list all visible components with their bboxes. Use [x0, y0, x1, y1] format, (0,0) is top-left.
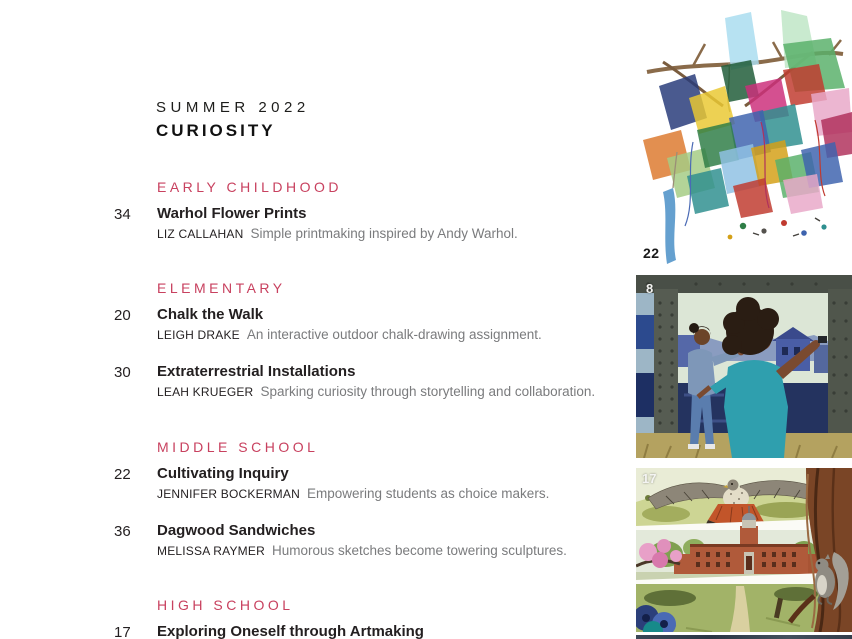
entry-byline: [157, 325, 637, 345]
section-heading: MIDDLE SCHOOL: [157, 439, 319, 455]
campus-hawk-squirrel-illustration: [636, 468, 852, 632]
toc-entry: [114, 464, 637, 504]
entry-page-number: 20: [114, 307, 131, 324]
masthead: [156, 99, 310, 141]
illustration-graphic: [636, 468, 852, 632]
entry-title: Chalk the Walk: [157, 306, 264, 323]
entry-title: Dagwood Sandwiches: [157, 522, 316, 539]
figure-page-number: 8: [646, 281, 654, 296]
toc-section-high-school: [114, 597, 637, 639]
entry-author: LEIGH DRAKE: [157, 328, 240, 342]
entry-page-number: 30: [114, 364, 131, 381]
section-heading: ELEMENTARY: [157, 280, 286, 296]
figure-page-number: 17: [642, 471, 657, 486]
issue-theme: CURIOSITY: [156, 121, 276, 140]
entry-author: JENNIFER BOCKERMAN: [157, 487, 300, 501]
entry-author: LIZ CALLAHAN: [157, 227, 244, 241]
entry-title: Exploring Oneself through Artmaking: [157, 623, 424, 639]
toc-entry: [114, 204, 637, 244]
entry-description: Empowering students as choice makers.: [306, 486, 550, 501]
toc-entry: [114, 521, 637, 561]
entry-description: Sparking curiosity through storytelling and collaboration.: [260, 384, 596, 399]
section-heading: EARLY CHILDHOOD: [157, 179, 343, 195]
entry-title: Warhol Flower Prints: [157, 205, 307, 222]
toc-section-middle-school: [114, 439, 637, 578]
next-photo-edge-strip: [636, 635, 852, 639]
entry-page-number: 36: [114, 523, 131, 540]
issue-date: SUMMER 2022: [156, 99, 310, 116]
entry-byline: [157, 382, 637, 402]
collage-artwork-graphic: [633, 0, 852, 270]
entry-byline: [157, 541, 637, 561]
entry-author: LEAH KRUEGER: [157, 385, 254, 399]
toc-entry: [114, 622, 637, 639]
toc-entry: [114, 305, 637, 345]
entry-page-number: 34: [114, 206, 131, 223]
figure-page-number: 22: [643, 245, 660, 261]
entry-title: Extraterrestrial Installations: [157, 363, 356, 380]
entry-byline: [157, 484, 637, 504]
toc-section-early-childhood: [114, 179, 637, 261]
mural-photo-graphic: [636, 275, 852, 458]
entry-description: An interactive outdoor chalk-drawing assignment.: [246, 327, 542, 342]
toc-entry: [114, 362, 637, 402]
entry-page-number: 17: [114, 624, 131, 639]
toc-section-elementary: [114, 280, 637, 419]
entry-byline: [157, 224, 637, 244]
tissue-paper-collage-photo: [633, 0, 852, 270]
entry-page-number: 22: [114, 466, 131, 483]
entry-description: Simple printmaking inspired by Andy Warhol.: [250, 226, 518, 241]
entry-author: MELISSA RAYMER: [157, 544, 265, 558]
section-heading: HIGH SCHOOL: [157, 597, 294, 613]
entry-description: Humorous sketches become towering sculptures.: [271, 543, 567, 558]
entry-title: Cultivating Inquiry: [157, 465, 289, 482]
students-mural-photo: [636, 275, 852, 458]
